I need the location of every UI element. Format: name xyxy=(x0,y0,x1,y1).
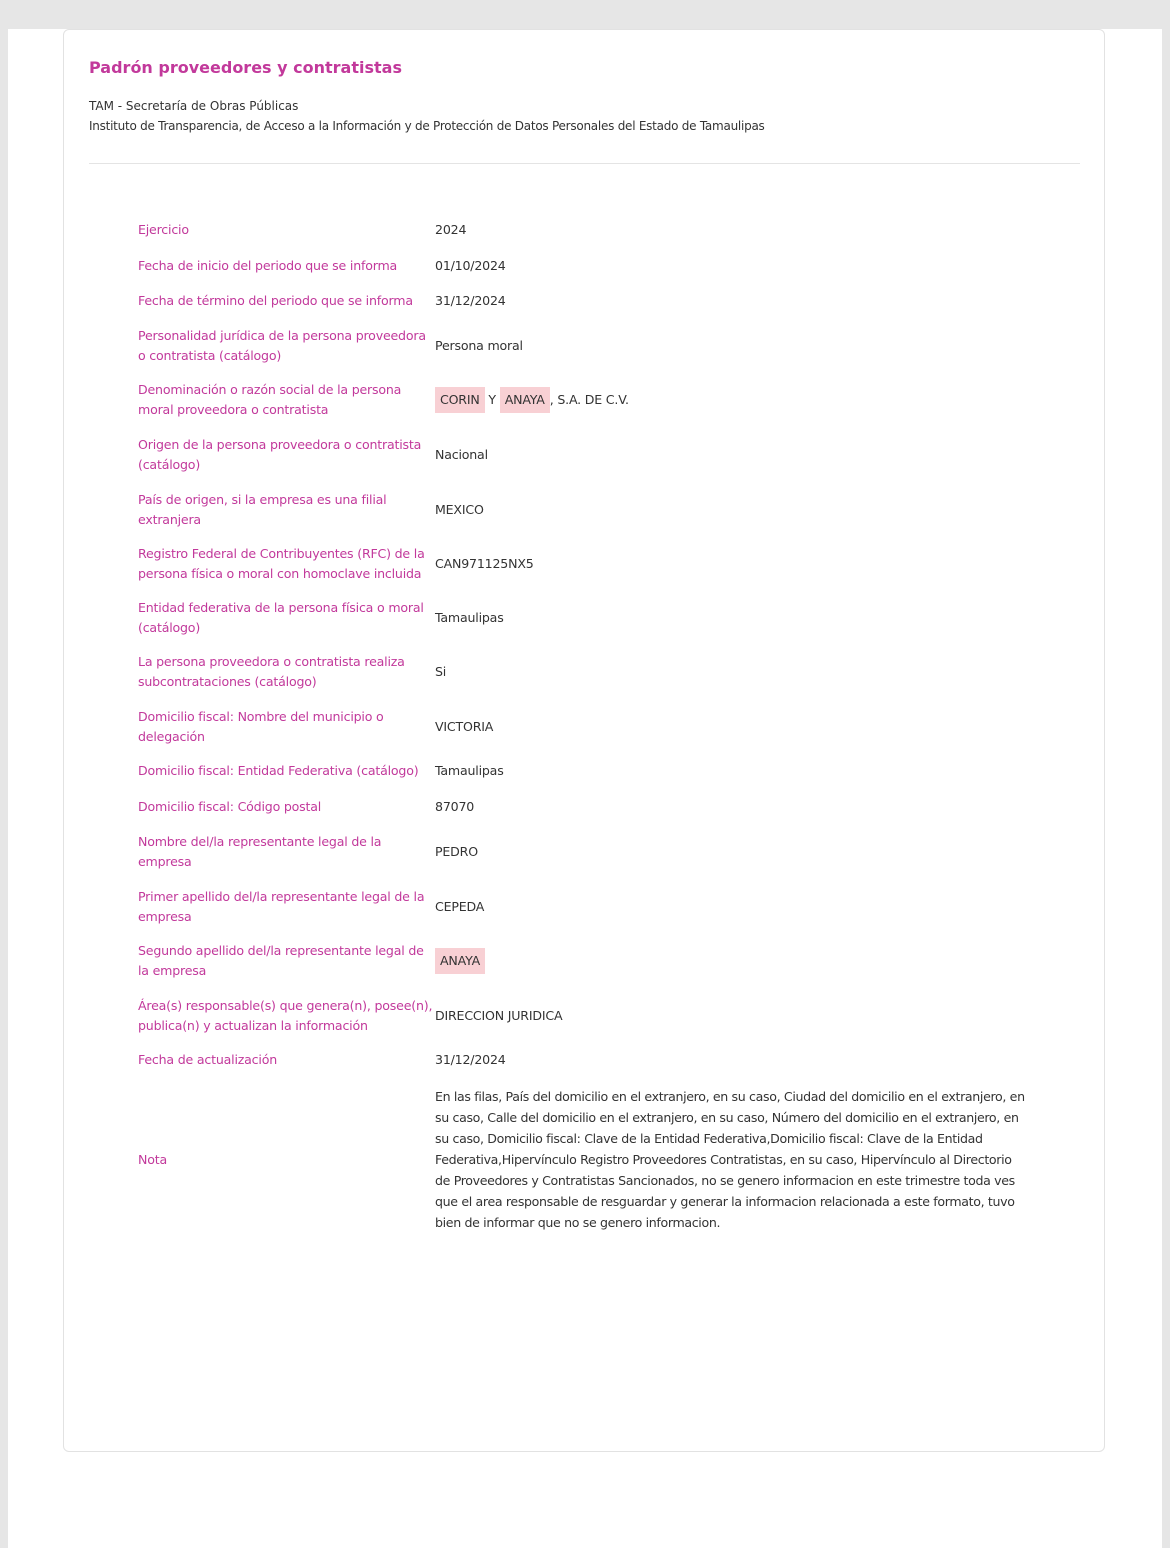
field-value: PEDRO xyxy=(435,844,478,859)
field-value: MEXICO xyxy=(435,502,484,517)
field-row-area xyxy=(138,996,1058,1036)
field-value: 31/12/2024 xyxy=(435,1052,506,1067)
field-row-codigo-postal xyxy=(138,797,1058,817)
field-value: 01/10/2024 xyxy=(435,258,506,273)
institute-name: Instituto de Transparencia, de Acceso a la Información y de Protección de Datos Personales del Estado de Tamaulipas xyxy=(89,119,765,133)
field-row-fecha-actualizacion xyxy=(138,1050,1058,1070)
company-suffix: , S.A. DE C.V. xyxy=(549,392,629,407)
field-label: Fecha de actualización xyxy=(138,1052,277,1067)
field-row-municipio xyxy=(138,707,1058,747)
field-row-fecha-termino xyxy=(138,291,1058,311)
field-row-rep-apellido1 xyxy=(138,887,1058,927)
field-label: Segundo apellido del/la representante legal de la empresa xyxy=(138,943,424,978)
field-value: Persona moral xyxy=(435,338,523,353)
page-title: Padrón proveedores y contratistas xyxy=(89,58,402,77)
field-label: Fecha de inicio del periodo que se informa xyxy=(138,258,398,273)
field-value: CAN971125NX5 xyxy=(435,556,534,571)
field-value: Nacional xyxy=(435,447,488,462)
field-value: Si xyxy=(435,664,447,679)
record-card xyxy=(63,29,1105,1452)
field-label: Personalidad jurídica de la persona proveedora o contratista (catálogo) xyxy=(138,328,426,363)
field-row-denominacion xyxy=(138,380,1058,420)
field-value xyxy=(435,948,1058,974)
field-label: Área(s) responsable(s) que genera(n), posee(n), publica(n) y actualizan la información xyxy=(138,998,433,1033)
field-row-rfc xyxy=(138,544,1058,584)
note-text: En las filas, País del domicilio en el extranjero, en su caso, Ciudad del domicilio en el extranjero, en su caso, Calle del domicilio en el extranjero, en su caso, Número del domicilio en el extranjero, en su caso, Domicilio fiscal: Clave de la Entidad Federativa,Domicilio fiscal: Clave de la Entidad Federativa,Hipervínculo Registro Proveedores Contratistas, en su caso, Hipervínculo al Directorio de Proveedores y Contratistas Sancionados, no se genero informacion en este trimestre toda ves que el area responsable de resguardar y generar la informacion relacionada a este formato, tuvo bien de informar que no se genero informacion. xyxy=(435,1089,1025,1230)
field-value: DIRECCION JURIDICA xyxy=(435,1008,563,1023)
field-label: Origen de la persona proveedora o contratista (catálogo) xyxy=(138,437,422,472)
field-row-dom-entidad xyxy=(138,761,1058,781)
organization-name: TAM - Secretaría de Obras Públicas xyxy=(89,99,299,113)
field-row-entidad xyxy=(138,598,1058,638)
field-label: Nombre del/la representante legal de la empresa xyxy=(138,834,382,869)
field-label: Domicilio fiscal: Nombre del municipio o delegación xyxy=(138,709,384,744)
highlighted-name: ANAYA xyxy=(500,387,550,413)
field-value: VICTORIA xyxy=(435,719,494,734)
field-row-pais xyxy=(138,490,1058,530)
field-value: Tamaulipas xyxy=(435,610,504,625)
field-value: Tamaulipas xyxy=(435,763,504,778)
field-label: Ejercicio xyxy=(138,222,189,237)
field-row-ejercicio xyxy=(138,220,1058,240)
highlighted-name: CORIN xyxy=(435,387,485,413)
highlighted-name: ANAYA xyxy=(435,948,485,974)
field-value xyxy=(435,387,1058,413)
field-row-nota xyxy=(138,1086,1058,1233)
field-row-origen xyxy=(138,435,1058,475)
field-row-rep-nombre xyxy=(138,832,1058,872)
field-label: Entidad federativa de la persona física o moral (catálogo) xyxy=(138,600,424,635)
field-value: 2024 xyxy=(435,222,467,237)
field-label: Registro Federal de Contribuyentes (RFC) de la persona física o moral con homoclave incluida xyxy=(138,546,425,581)
field-label: Domicilio fiscal: Entidad Federativa (catálogo) xyxy=(138,763,419,778)
field-row-personalidad xyxy=(138,326,1058,366)
field-label: Nota xyxy=(138,1151,167,1167)
field-row-fecha-inicio xyxy=(138,256,1058,276)
field-label: Fecha de término del periodo que se informa xyxy=(138,293,413,308)
field-label: País de origen, si la empresa es una filial extranjera xyxy=(138,492,387,527)
field-label: Domicilio fiscal: Código postal xyxy=(138,799,322,814)
field-value: 31/12/2024 xyxy=(435,293,506,308)
field-label: Primer apellido del/la representante legal de la empresa xyxy=(138,889,425,924)
field-label: La persona proveedora o contratista realiza subcontrataciones (catálogo) xyxy=(138,654,405,689)
header-divider xyxy=(89,163,1080,164)
field-label: Denominación o razón social de la persona moral proveedora o contratista xyxy=(138,382,402,417)
field-value: 87070 xyxy=(435,799,475,814)
field-row-rep-apellido2 xyxy=(138,941,1058,981)
field-row-subcontrataciones xyxy=(138,652,1058,692)
field-value: CEPEDA xyxy=(435,899,485,914)
name-connector: Y xyxy=(488,392,496,407)
